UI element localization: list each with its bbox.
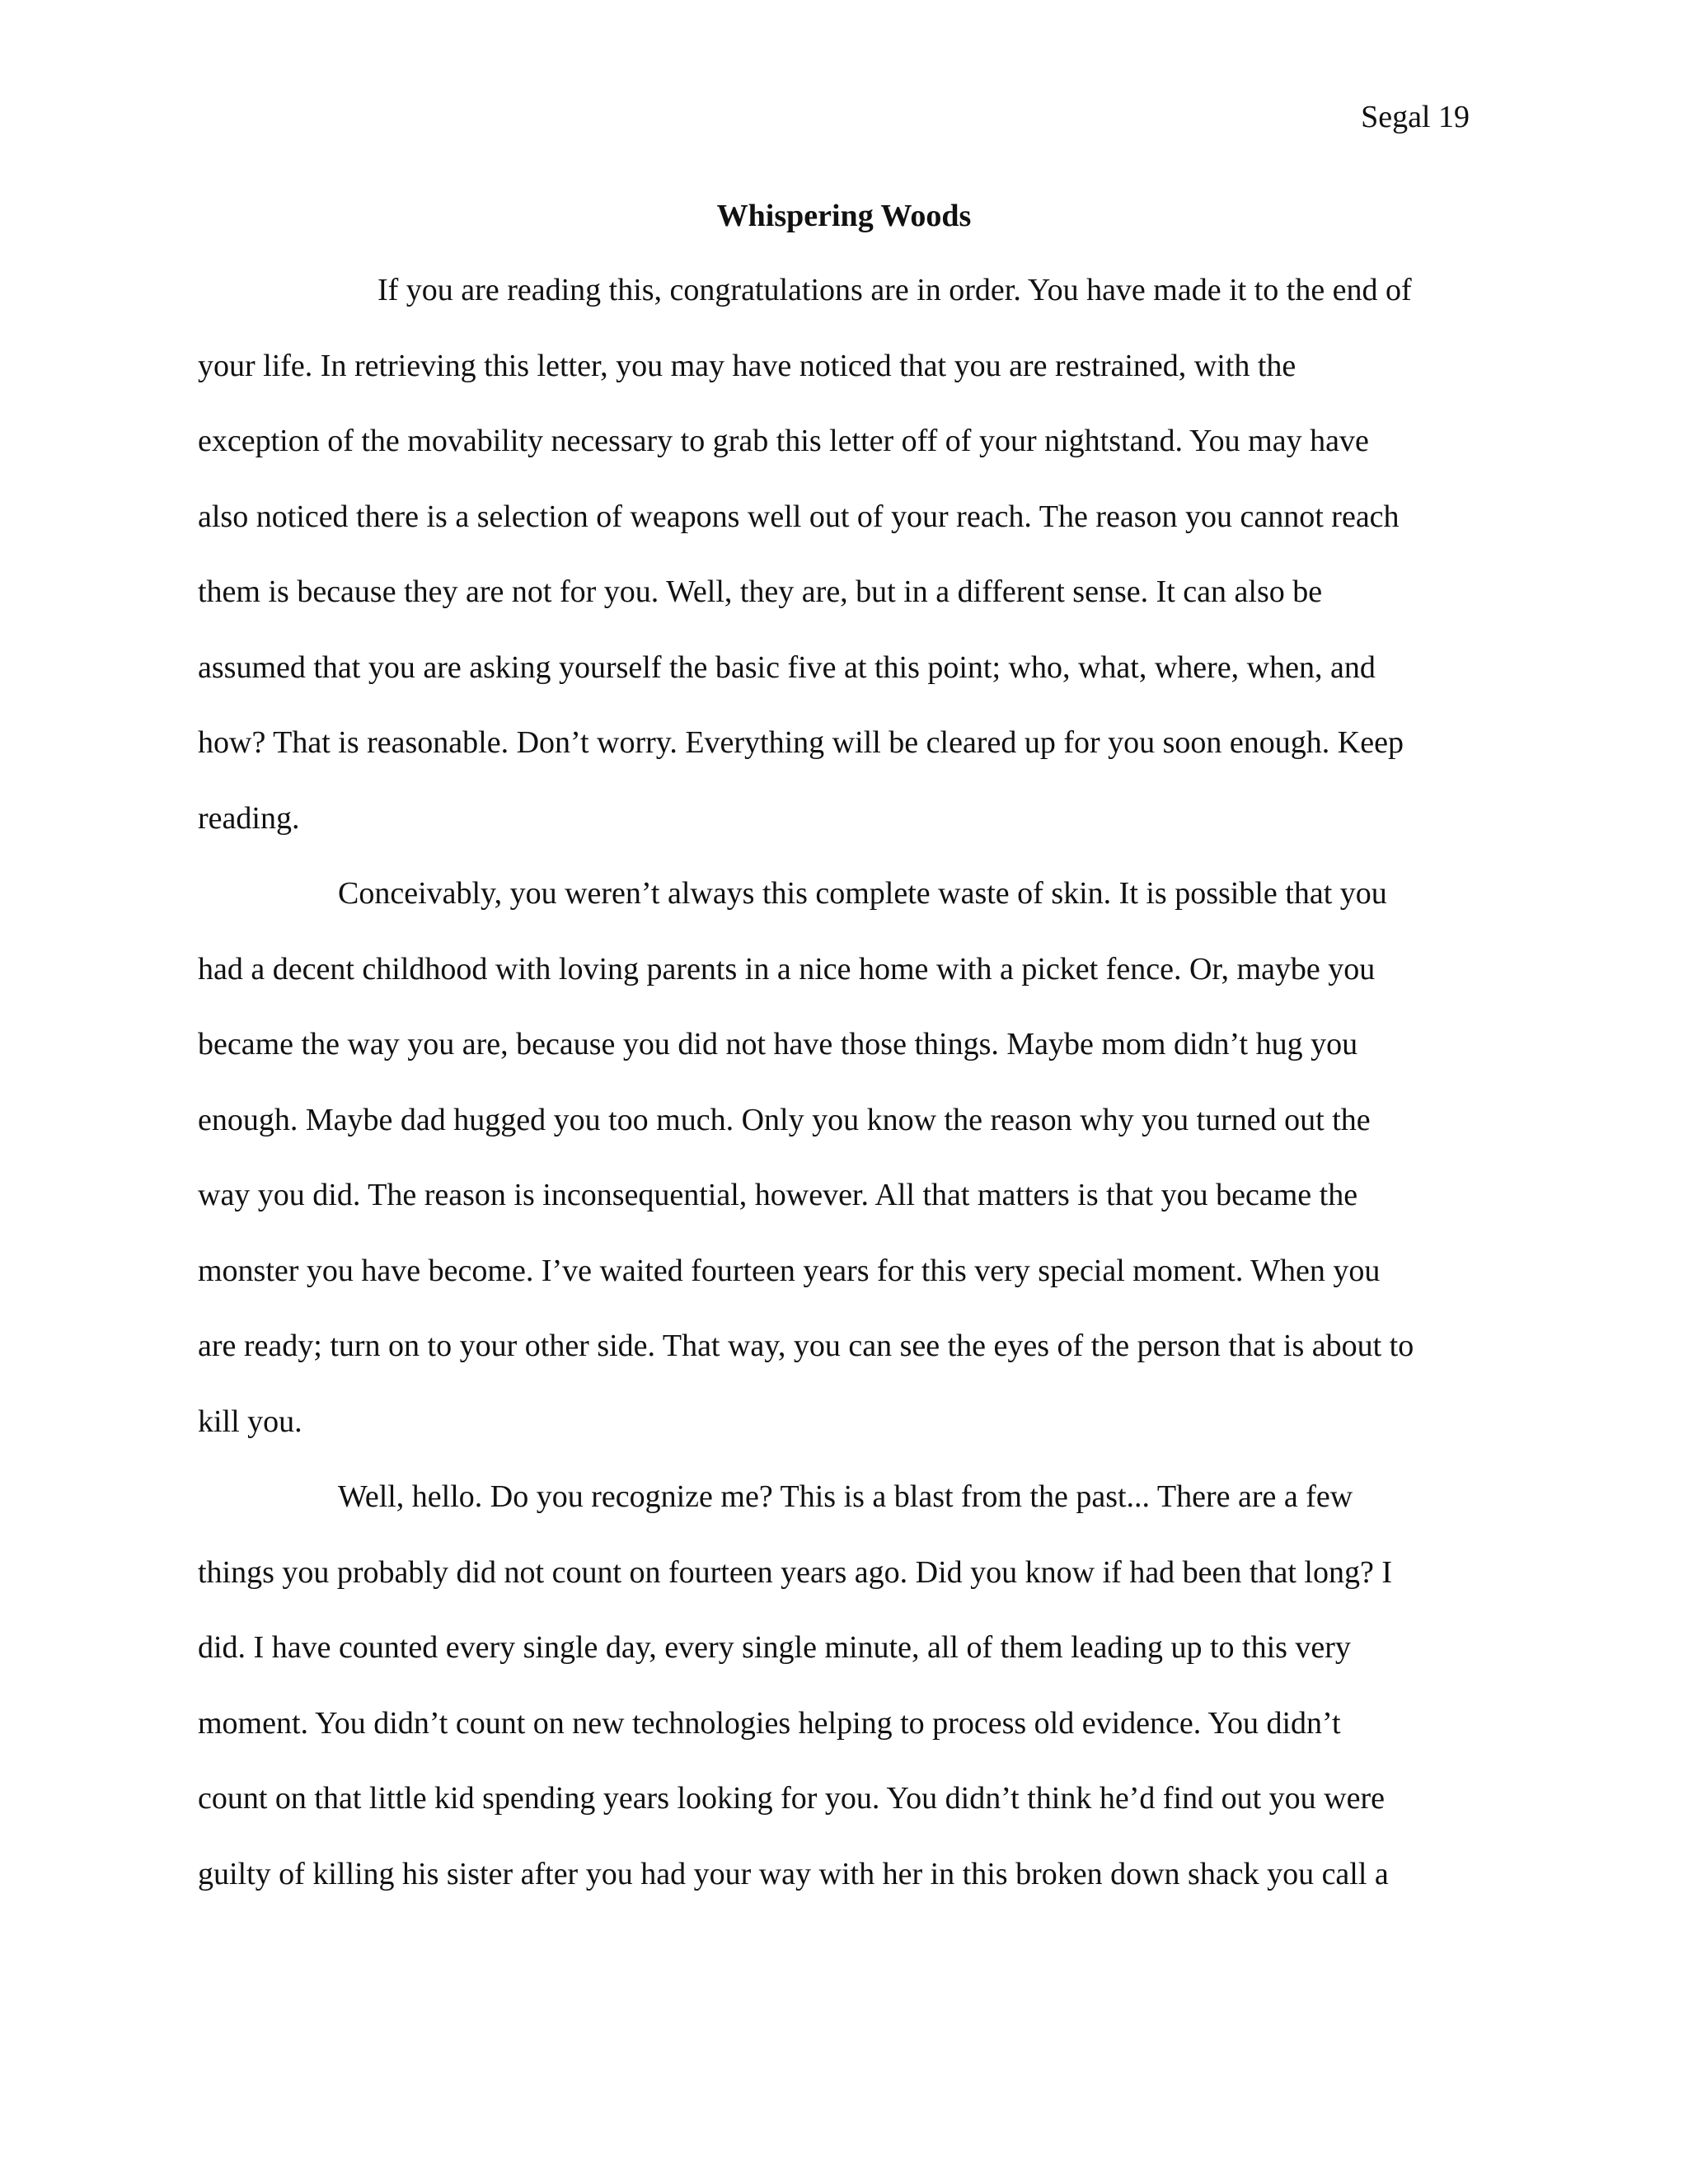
text-line: had a decent childhood with loving parents in a nice home with a picket fence. Or, maybe you bbox=[198, 952, 1376, 987]
text-line: If you are reading this, congratulations are in order. You have made it to the end of bbox=[377, 273, 1412, 307]
text-line: became the way you are, because you did not have those things. Maybe mom didn’t hug you bbox=[198, 1027, 1358, 1062]
text-line: are ready; turn on to your other side. That way, you can see the eyes of the person that is about to bbox=[198, 1329, 1414, 1363]
text-line: way you did. The reason is inconsequential, however. All that matters is that you became the bbox=[198, 1178, 1358, 1212]
text-line: how? That is reasonable. Don’t worry. Everything will be cleared up for you soon enough. Keep bbox=[198, 725, 1404, 760]
text-line: count on that little kid spending years looking for you. You didn’t think he’d find out you were bbox=[198, 1781, 1385, 1816]
text-line: monster you have become. I’ve waited fourteen years for this very special moment. When you bbox=[198, 1254, 1381, 1288]
text-line: your life. In retrieving this letter, you may have noticed that you are restrained, with the bbox=[198, 349, 1296, 383]
text-line: Well, hello. Do you recognize me? This is a blast from the past... There are a few bbox=[338, 1479, 1353, 1514]
text-line: also noticed there is a selection of weapons well out of your reach. The reason you cannot reach bbox=[198, 499, 1400, 534]
text-line: exception of the movability necessary to grab this letter off of your nightstand. You may have bbox=[198, 424, 1369, 458]
text-line: things you probably did not count on fourteen years ago. Did you know if had been that long? I bbox=[198, 1555, 1392, 1590]
text-line: kill you. bbox=[198, 1404, 302, 1439]
running-header: Segal 19 bbox=[1361, 100, 1470, 134]
text-line: them is because they are not for you. Well, they are, but in a different sense. It can also be bbox=[198, 574, 1323, 609]
text-line: did. I have counted every single day, every single minute, all of them leading up to this very bbox=[198, 1630, 1351, 1665]
text-line: guilty of killing his sister after you had your way with her in this broken down shack you call a bbox=[198, 1857, 1389, 1891]
text-line: moment. You didn’t count on new technologies helping to process old evidence. You didn’t bbox=[198, 1706, 1341, 1741]
text-line: reading. bbox=[198, 801, 300, 836]
text-line: Conceivably, you weren’t always this complete waste of skin. It is possible that you bbox=[338, 876, 1387, 911]
text-line: assumed that you are asking yourself the basic five at this point; who, what, where, when, and bbox=[198, 650, 1376, 685]
text-line: enough. Maybe dad hugged you too much. Only you know the reason why you turned out the bbox=[198, 1103, 1371, 1137]
story-title: Whispering Woods bbox=[716, 199, 972, 233]
